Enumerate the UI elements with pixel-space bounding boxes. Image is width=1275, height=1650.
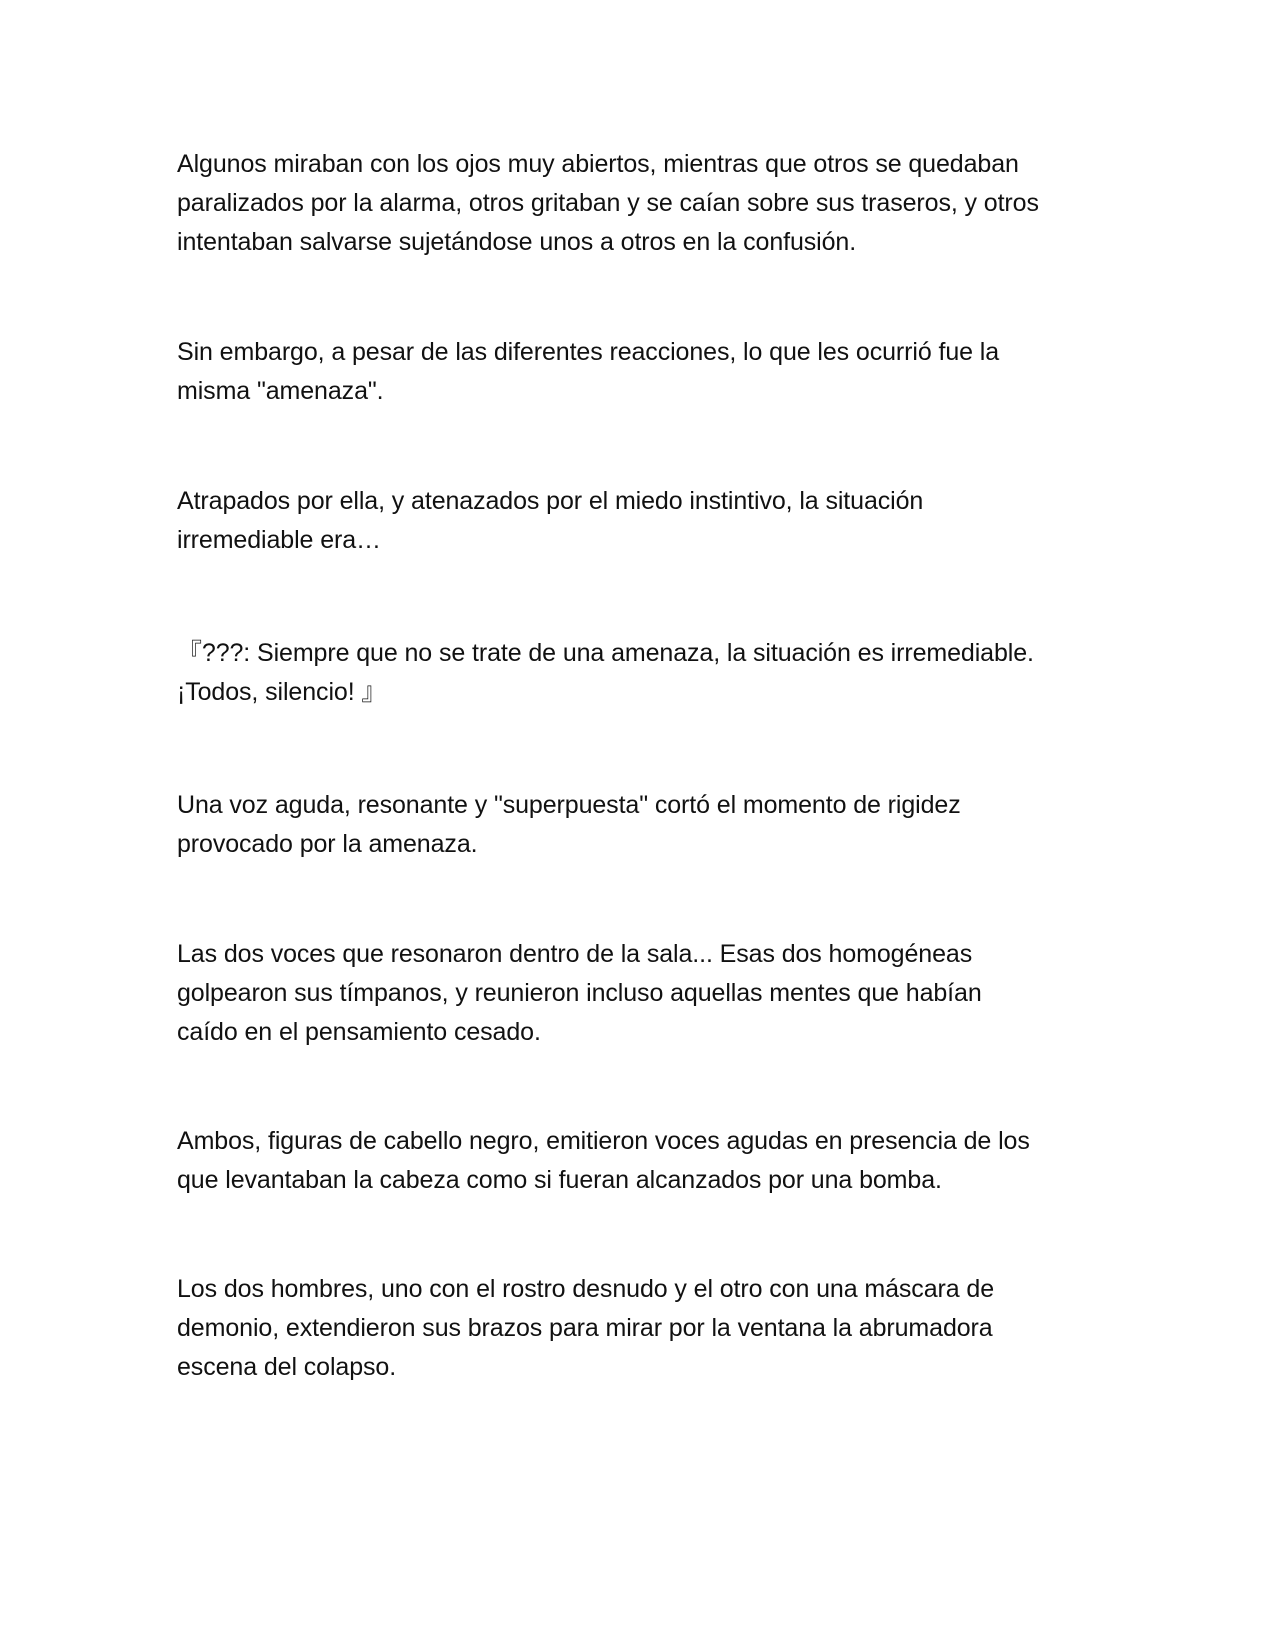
- paragraph-line: intentaban salvarse sujetándose unos a otros en la confusión.: [177, 228, 857, 256]
- paragraph-1: [177, 145, 1117, 262]
- paragraph-4-dialogue: [177, 634, 1117, 712]
- paragraph-7: [177, 1122, 1117, 1200]
- paragraph-8: [177, 1270, 1117, 1387]
- paragraph-6: [177, 935, 1117, 1052]
- paragraph-line: caído en el pensamiento cesado.: [177, 1018, 541, 1046]
- paragraph-line: Ambos, figuras de cabello negro, emitieron voces agudas en presencia de los: [177, 1127, 1030, 1155]
- paragraph-line: Algunos miraban con los ojos muy abiertos, mientras que otros se quedaban: [177, 150, 1019, 178]
- paragraph-line: Sin embargo, a pesar de las diferentes reacciones, lo que les ocurrió fue la: [177, 338, 1000, 366]
- paragraph-line: golpearon sus tímpanos, y reunieron incluso aquellas mentes que habían: [177, 979, 982, 1007]
- paragraph-2: [177, 333, 1117, 411]
- paragraph-line: que levantaban la cabeza como si fueran alcanzados por una bomba.: [177, 1166, 942, 1194]
- paragraph-line: 『???: Siempre que no se trate de una amenaza, la situación es irremediable.: [177, 639, 1034, 667]
- paragraph-line: provocado por la amenaza.: [177, 830, 478, 858]
- paragraph-line: escena del colapso.: [177, 1353, 397, 1381]
- paragraph-line: Una voz aguda, resonante y "superpuesta" cortó el momento de rigidez: [177, 791, 961, 819]
- paragraph-5: [177, 786, 1117, 864]
- paragraph-line: misma "amenaza".: [177, 377, 384, 405]
- paragraph-3: [177, 482, 1117, 560]
- paragraph-line: Los dos hombres, uno con el rostro desnudo y el otro con una máscara de: [177, 1275, 994, 1303]
- paragraph-line: Atrapados por ella, y atenazados por el miedo instintivo, la situación: [177, 487, 924, 515]
- paragraph-line: irremediable era…: [177, 526, 381, 554]
- paragraph-line: paralizados por la alarma, otros gritaban y se caían sobre sus traseros, y otros: [177, 189, 1039, 217]
- paragraph-line: ¡Todos, silencio! 』: [177, 678, 387, 706]
- paragraph-line: demonio, extendieron sus brazos para mirar por la ventana la abrumadora: [177, 1314, 993, 1342]
- paragraph-line: Las dos voces que resonaron dentro de la sala... Esas dos homogéneas: [177, 940, 973, 968]
